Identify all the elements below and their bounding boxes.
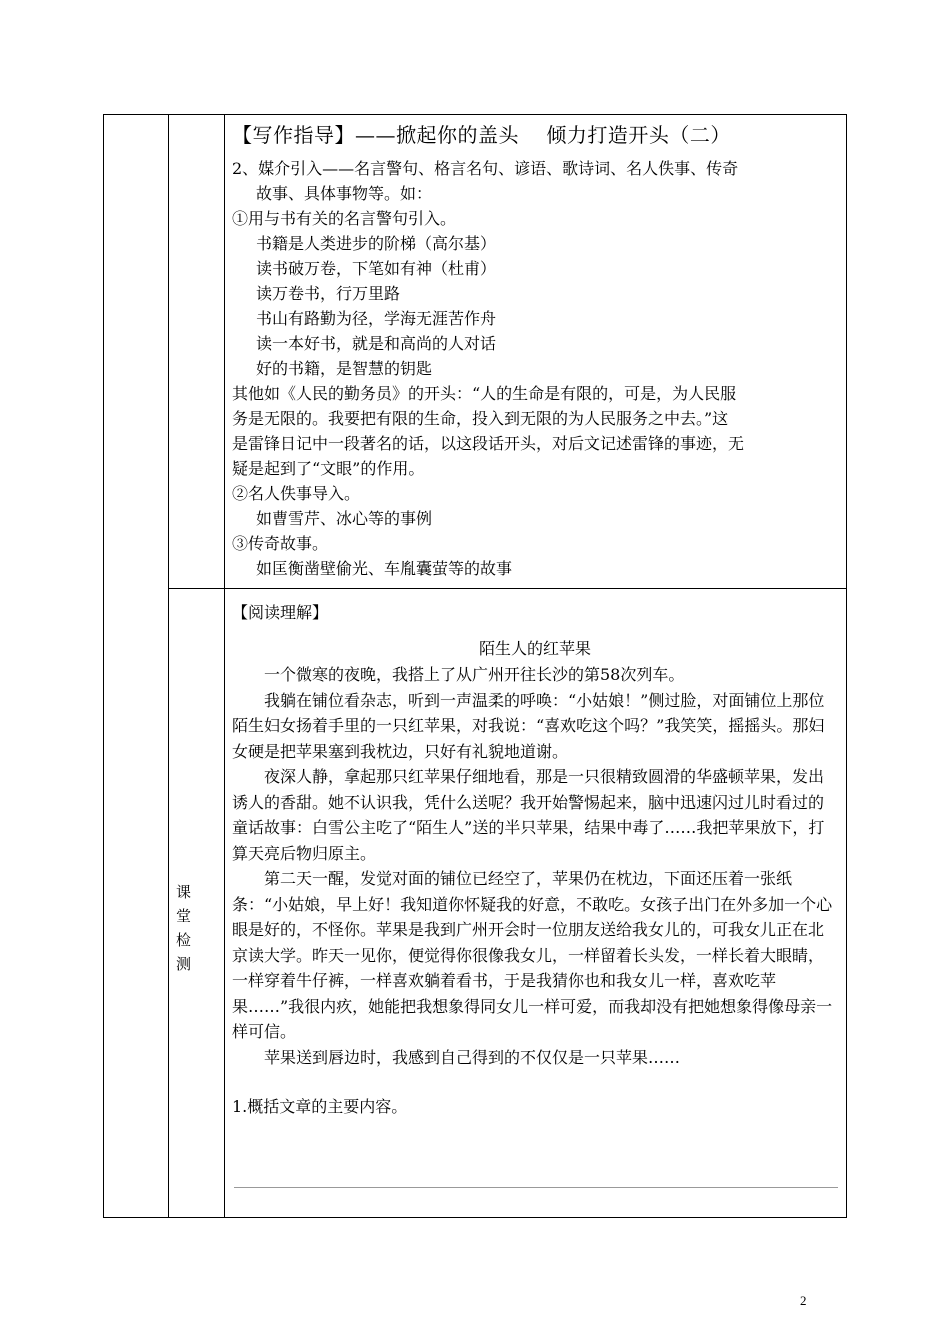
example-line: 疑是起到了“文眼”的作用。 <box>232 459 425 478</box>
column-divider-1 <box>168 114 169 1218</box>
intro-line-1: 2、媒介引入——名言警句、格言名句、谚语、歌诗词、名人佚事、传奇 <box>232 159 739 178</box>
reading-heading: 【阅读理解】 <box>232 603 329 622</box>
story-title: 陌生人的红苹果 <box>478 639 591 658</box>
story-paragraph: 夜深人静，拿起那只红苹果仔细地看，那是一只很精致圆滑的华盛顿苹果，发出诱人的香甜。她不认识我，凭什么送呢？我开始警惕起来，脑中迅速闪过儿时看过的童话故事：白雪公主吃了“陌生人”送的半只苹果，结果中毒了……我把苹果放下，打算天亮后物归原主。 <box>232 767 825 863</box>
question-1: 1.概括文章的主要内容。 <box>232 1097 408 1116</box>
quote-item: 书籍是人类进步的阶梯（高尔基） <box>256 234 497 253</box>
item3-title: ③传奇故事。 <box>232 534 329 553</box>
item1-title: ①用与书有关的名言警句引入。 <box>232 209 457 228</box>
answer-line[interactable] <box>234 1187 838 1188</box>
story-paragraph: 第二天一醒，发觉对面的铺位已经空了，苹果仍在枕边，下面还压着一张纸条：“小姑娘，早上好！我知道你怀疑我的好意，不敢吃。女孩子出门在外多加一个心眼是好的，不怪你。苹果是我到广州开会时一位朋友送给我女儿的，可我女儿正在北京读大学。昨天一见你，便觉得你很像我女儿，一样留着长头发，一样长着大眼睛，一样穿着牛仔裤，一样喜欢躺着看书，于是我猜你也和我女儿一样，喜欢吃苹果……”我很内疚，她能把我想象得同女儿一样可爱，而我却没有把她想象得像母亲一样可信。 <box>232 869 833 1041</box>
quote-item: 好的书籍，是智慧的钥匙 <box>256 359 433 378</box>
row-divider <box>168 588 847 589</box>
section-side-label: 课 堂 检 测 <box>176 883 200 973</box>
quote-item: 读万卷书，行万里路 <box>256 284 401 303</box>
writing-guide-heading: 【写作指导】——掀起你的盖头 倾力打造开头（二） <box>232 123 731 147</box>
example-line: 是雷锋日记中一段著名的话，以这段话开头，对后文记述雷锋的事迹，无 <box>232 434 745 453</box>
quote-item: 书山有路勤为径，学海无涯苦作舟 <box>256 309 497 328</box>
example-line: 其他如《人民的勤务员》的开头：“人的生命是有限的，可是，为人民服 <box>232 384 737 403</box>
item2-text: 如曹雪芹、冰心等的事例 <box>256 509 433 528</box>
example-line: 务是无限的。我要把有限的生命，投入到无限的为人民服务之中去。”这 <box>232 409 729 428</box>
reading-section <box>232 600 838 1120</box>
intro-line-2: 故事、具体事物等。如： <box>256 184 433 203</box>
story-paragraph: 我躺在铺位看杂志，听到一声温柔的呼唤：“小姑娘！”侧过脸，对面铺位上那位陌生妇女扬着手里的一只红苹果，对我说：“喜欢吃这个吗？”我笑笑，摇摇头。那妇女硬是把苹果塞到我枕边，只好有礼貌地道谢。 <box>232 690 825 761</box>
story-paragraph: 一个微寒的夜晚，我搭上了从广州开往长沙的第58次列车。 <box>264 665 685 684</box>
quote-item: 读一本好书，就是和高尚的人对话 <box>256 334 497 353</box>
column-divider-2 <box>224 114 225 1218</box>
story-paragraph: 苹果送到唇边时，我感到自己得到的不仅仅是一只苹果…… <box>264 1047 681 1067</box>
quote-item: 读书破万卷，下笔如有神（杜甫） <box>256 259 497 278</box>
item3-text: 如匡衡凿壁偷光、车胤囊萤等的故事 <box>256 559 513 578</box>
writing-guide-section <box>232 118 840 581</box>
item2-title: ②名人佚事导入。 <box>232 484 361 503</box>
page-number: 2 <box>800 1293 807 1308</box>
